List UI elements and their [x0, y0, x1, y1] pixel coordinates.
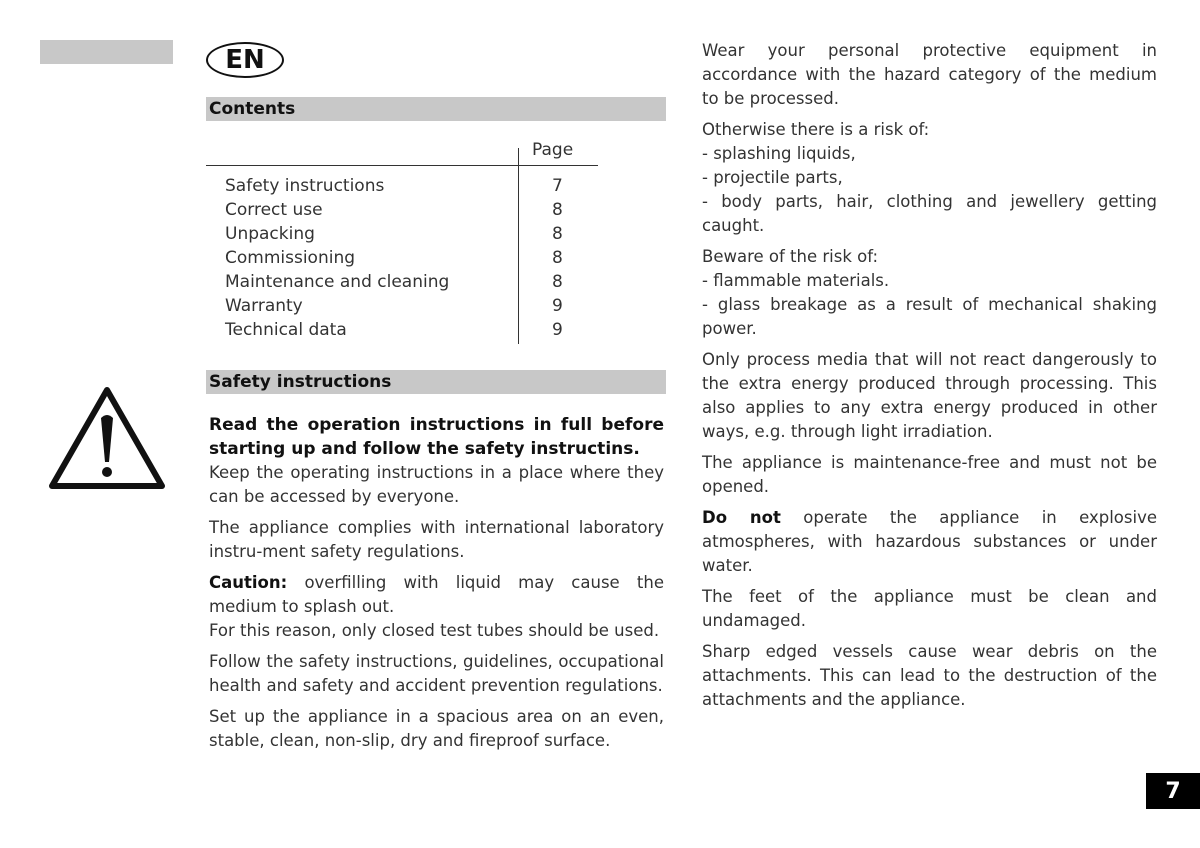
toc-label: Unpacking: [225, 224, 315, 244]
safety-paragraph: Set up the appliance in a spacious area on an even, stable, clean, non-slip, dry and fireproof surface.: [209, 707, 664, 750]
toc-row[interactable]: [225, 246, 598, 270]
caution-text: overfilling with liquid may cause the medium to splash out.: [209, 573, 664, 616]
toc-page: 8: [552, 200, 563, 220]
maintenance-paragraph: The appliance is maintenance-free and must not be opened.: [702, 453, 1157, 496]
media-paragraph: Only process media that will not react dangerously to the extra energy produced through processing. This also applies to any extra energy produced in other ways, e.g. through light irradiation.: [702, 350, 1157, 441]
risk-item: - splashing liquids,: [702, 144, 856, 163]
toc-label: Safety instructions: [225, 176, 385, 196]
header-tab-bar: [40, 40, 173, 64]
toc-label: Correct use: [225, 200, 323, 220]
toc-page: 9: [552, 296, 563, 316]
toc-label: Technical data: [225, 320, 347, 340]
ppe-paragraph: Wear your personal protective equipment in accordance with the hazard category of the medium to be processed.: [702, 41, 1157, 108]
warning-triangle-icon: [48, 386, 166, 492]
safety-paragraph: Keep the operating instructions in a place where they can be accessed by everyone.: [209, 463, 664, 506]
toc-page: 8: [552, 272, 563, 292]
page-number: 7: [1146, 773, 1200, 809]
toc-label: Warranty: [225, 296, 303, 316]
toc-page: 8: [552, 224, 563, 244]
toc-page: 9: [552, 320, 563, 340]
toc-row[interactable]: [225, 318, 598, 342]
donot-label: Do not: [702, 508, 781, 527]
risk-item: - projectile parts,: [702, 168, 843, 187]
toc-row[interactable]: [225, 294, 598, 318]
feet-paragraph: The feet of the appliance must be clean and undamaged.: [702, 587, 1157, 630]
toc-row[interactable]: [225, 174, 598, 198]
safety-paragraph: Follow the safety instructions, guidelines, occupational health and safety and accident prevention regulations.: [209, 652, 664, 695]
donot-paragraph: [702, 506, 1157, 578]
beware-intro: Beware of the risk of:: [702, 247, 879, 266]
toc-row[interactable]: [225, 222, 598, 246]
toc-divider: [206, 165, 598, 166]
safety-paragraph: The appliance complies with international laboratory instru-ment safety regulations.: [209, 518, 664, 561]
beware-item: - flammable materials.: [702, 271, 890, 290]
donot-text: operate the appliance in explosive atmospheres, with hazardous substances or under water.: [702, 508, 1157, 575]
vessels-paragraph: Sharp edged vessels cause wear debris on the attachments. This can lead to the destruction of the attachments and the appliance.: [702, 642, 1157, 709]
risk-item: - body parts, hair, clothing and jewellery getting caught.: [702, 192, 1157, 235]
safety-lead: Read the operation instructions in full before starting up and follow the safety instructins.: [209, 415, 664, 459]
toc-page: 8: [552, 248, 563, 268]
caution-followup: For this reason, only closed test tubes should be used.: [209, 621, 660, 640]
contents-heading: Contents: [206, 97, 666, 121]
safety-heading: Safety instructions: [206, 370, 666, 394]
toc-label: Maintenance and cleaning: [225, 272, 450, 292]
toc-row[interactable]: [225, 270, 598, 294]
safety-text-column: [209, 413, 664, 760]
toc-row[interactable]: [225, 198, 598, 222]
toc-label: Commissioning: [225, 248, 356, 268]
toc-page-header: Page: [532, 140, 574, 160]
risk-intro: Otherwise there is a risk of:: [702, 120, 930, 139]
caution-label: Caution:: [209, 573, 288, 592]
toc-page: 7: [552, 176, 563, 196]
caution-paragraph: [209, 571, 664, 619]
beware-item: - glass breakage as a result of mechanical shaking power.: [702, 295, 1157, 338]
right-text-column: [702, 39, 1157, 719]
language-badge: EN: [206, 42, 284, 78]
